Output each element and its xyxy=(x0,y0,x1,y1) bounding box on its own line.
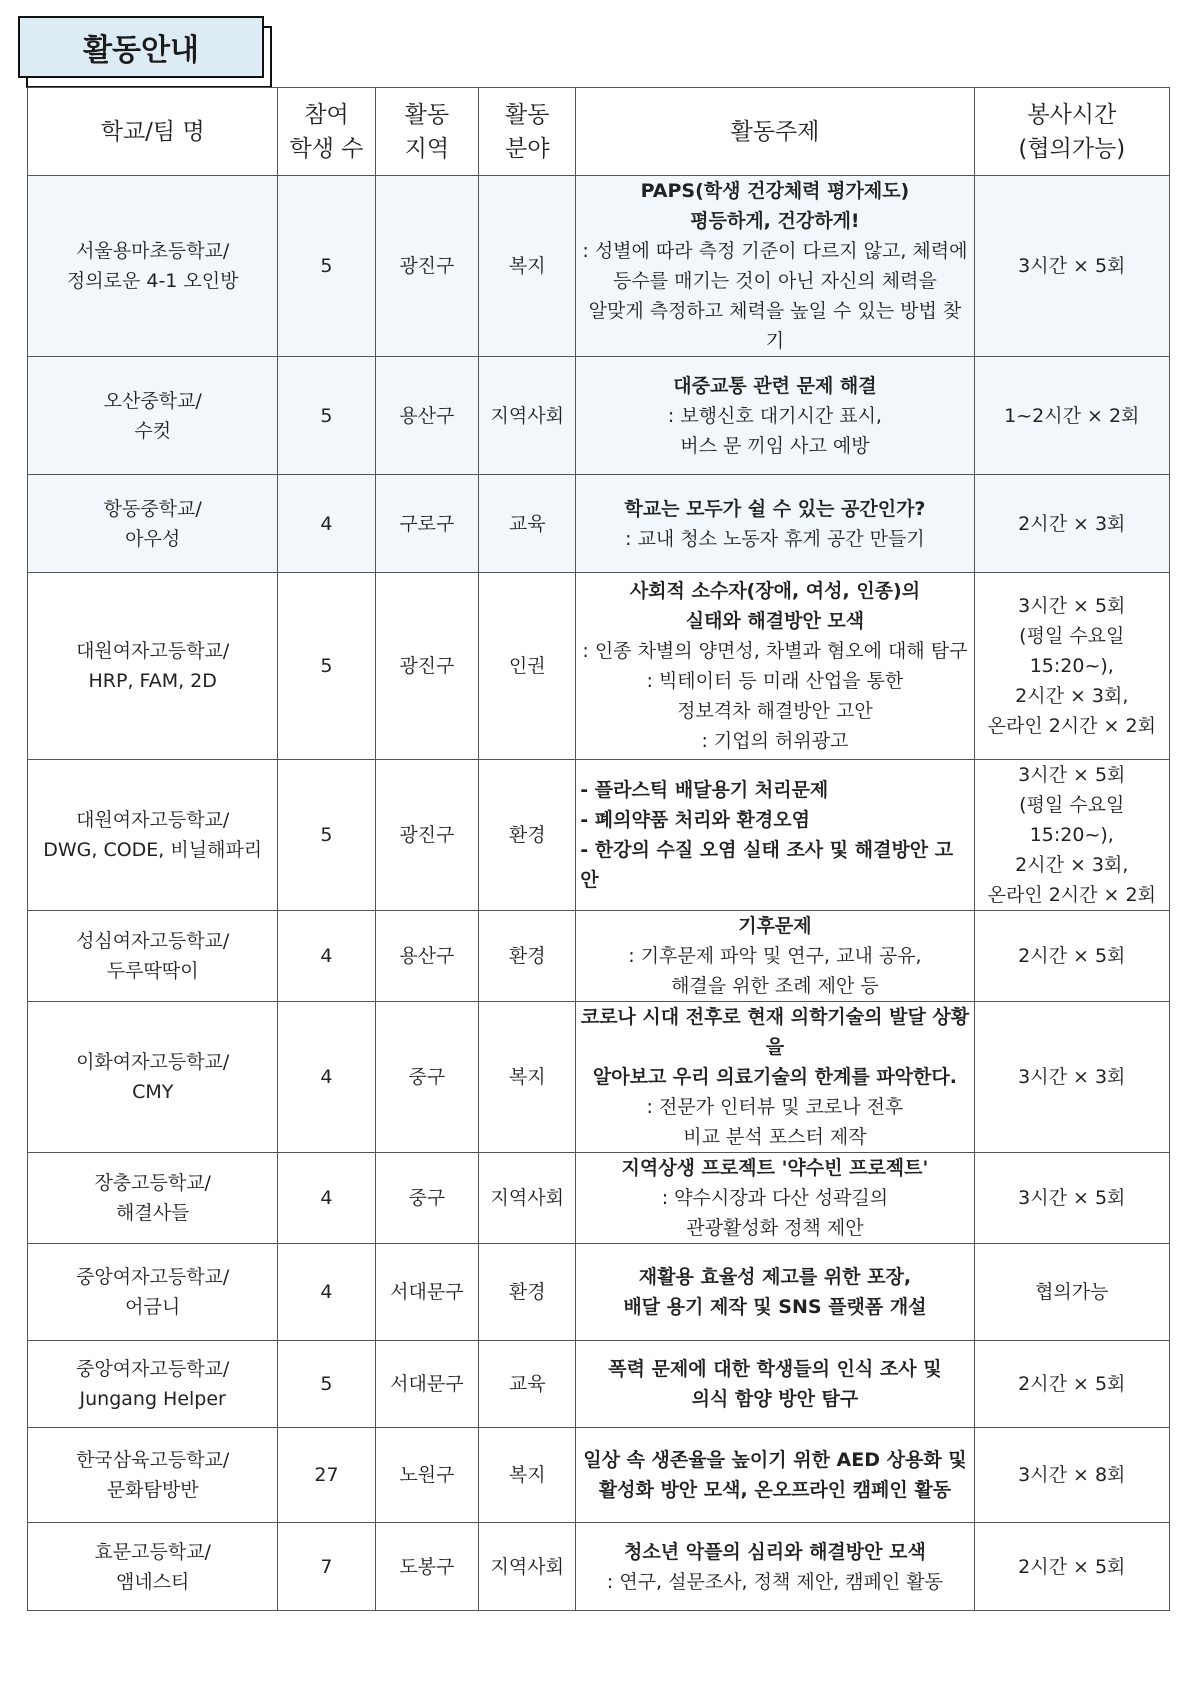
student-count: 4 xyxy=(278,1002,375,1153)
volunteer-hours: 1~2시간 × 2회 xyxy=(1004,404,1140,427)
topic-title: 사회적 소수자(장애, 여성, 인종)의 실태와 해결방안 모색 xyxy=(629,580,921,632)
team-name: 장충고등학교/ 해결사들 xyxy=(94,1172,211,1224)
volunteer-hours: 2시간 × 5회 xyxy=(1018,1555,1126,1578)
region: 서대문구 xyxy=(375,1341,479,1428)
team-name: 항동중학교/ 아우성 xyxy=(103,497,202,550)
team-name: 성심여자고등학교/ 두루딱딱이 xyxy=(76,930,230,982)
team-name: 오산중학교/ 수컷 xyxy=(103,389,202,442)
region: 중구 xyxy=(375,1153,479,1244)
topic-title: 코로나 시대 전후로 현재 의학기술의 발달 상황을 알아보고 우리 의료기술의 한계를 파악한다. xyxy=(580,1006,970,1088)
header-field: 활동 분야 xyxy=(479,88,576,176)
student-count: 7 xyxy=(278,1523,375,1611)
table-row xyxy=(28,1002,1170,1153)
team-name: 대원여자고등학교/ DWG, CODE, 비닐해파리 xyxy=(43,809,263,861)
topic-description: : 성별에 따라 측정 기준이 다르지 않고, 체력에 등수를 매기는 것이 아닌 자신의 체력을 알맞게 측정하고 체력을 높일 수 있는 방법 찾기 xyxy=(582,240,968,352)
field: 지역사회 xyxy=(479,357,576,475)
student-count: 5 xyxy=(278,760,375,911)
table-row xyxy=(28,573,1170,760)
student-count: 4 xyxy=(278,1153,375,1244)
header-region: 활동 지역 xyxy=(375,88,479,176)
region: 광진구 xyxy=(375,573,479,760)
page-title: 활동안내 xyxy=(18,16,264,78)
field: 복지 xyxy=(479,1428,576,1523)
region: 노원구 xyxy=(375,1428,479,1523)
topic-list: - 플라스틱 배달용기 처리문제 - 폐의약품 처리와 환경오염 - 한강의 수질 오염 실태 조사 및 해결방안 고안 xyxy=(580,779,954,891)
topic-description: : 인종 차별의 양면성, 차별과 혐오에 대해 탐구 : 빅테이터 등 미래 산업을 통한 정보격차 해결방안 고안 : 기업의 허위광고 xyxy=(582,640,968,752)
volunteer-hours: 협의가능 xyxy=(1035,1281,1109,1303)
field: 지역사회 xyxy=(479,1153,576,1244)
region: 광진구 xyxy=(375,760,479,911)
table-row xyxy=(28,1341,1170,1428)
student-count: 27 xyxy=(278,1428,375,1523)
team-name: 서울용마초등학교/ 정의로운 4-1 오인방 xyxy=(66,240,239,292)
volunteer-hours: 3시간 × 3회 xyxy=(1018,1066,1126,1088)
team-name: 한국삼육고등학교/ 문화탐방반 xyxy=(76,1449,230,1501)
section-title-tab xyxy=(18,16,276,94)
table-row xyxy=(28,475,1170,573)
table-row xyxy=(28,1523,1170,1611)
field: 환경 xyxy=(479,760,576,911)
student-count: 4 xyxy=(278,475,375,573)
table-header-row xyxy=(28,88,1170,176)
student-count: 5 xyxy=(278,1341,375,1428)
team-name: 효문고등학교/ 앰네스티 xyxy=(94,1540,211,1593)
table-row xyxy=(28,357,1170,475)
activity-table xyxy=(27,87,1170,1611)
table-row xyxy=(28,176,1170,357)
topic-description: : 기후문제 파악 및 연구, 교내 공유, 해결을 위한 조례 제안 등 xyxy=(628,945,922,997)
header-team: 학교/팀 명 xyxy=(28,88,278,176)
topic-title: 폭력 문제에 대한 학생들의 인식 조사 및 의식 함양 방안 탐구 xyxy=(608,1358,942,1410)
field: 인권 xyxy=(479,573,576,760)
team-name: 이화여자고등학교/ CMY xyxy=(76,1051,230,1103)
header-topic: 활동주제 xyxy=(576,88,974,176)
region: 광진구 xyxy=(375,176,479,357)
field: 복지 xyxy=(479,1002,576,1153)
region: 도봉구 xyxy=(375,1523,479,1611)
field: 지역사회 xyxy=(479,1523,576,1611)
field: 교육 xyxy=(479,475,576,573)
field: 환경 xyxy=(479,1244,576,1341)
region: 중구 xyxy=(375,1002,479,1153)
volunteer-hours: 2시간 × 5회 xyxy=(1018,945,1126,967)
topic-title: 기후문제 xyxy=(738,915,812,937)
team-name: 대원여자고등학교/ HRP, FAM, 2D xyxy=(76,640,230,692)
volunteer-hours: 2시간 × 5회 xyxy=(1018,1373,1126,1395)
student-count: 4 xyxy=(278,1244,375,1341)
table-row xyxy=(28,1244,1170,1341)
volunteer-hours: 3시간 × 5회 (평일 수요일 15:20~), 2시간 × 3회, 온라인 2시간 × 2회 xyxy=(987,595,1156,737)
topic-description: : 교내 청소 노동자 휴게 공간 만들기 xyxy=(625,527,925,550)
field: 교육 xyxy=(479,1341,576,1428)
region: 서대문구 xyxy=(375,1244,479,1341)
student-count: 5 xyxy=(278,573,375,760)
topic-title: PAPS(학생 건강체력 평가제도) 평등하게, 건강하게! xyxy=(640,180,910,232)
table-row xyxy=(28,911,1170,1002)
student-count: 4 xyxy=(278,911,375,1002)
table-row xyxy=(28,760,1170,911)
table-row xyxy=(28,1428,1170,1523)
volunteer-hours: 3시간 × 5회 xyxy=(1018,1187,1126,1209)
header-students: 참여 학생 수 xyxy=(278,88,375,176)
volunteer-hours: 3시간 × 5회 (평일 수요일 15:20~), 2시간 × 3회, 온라인 2시간 × 2회 xyxy=(987,764,1156,906)
topic-title: 청소년 악플의 심리와 해결방안 모색 xyxy=(624,1540,926,1563)
topic-title: 학교는 모두가 쉴 수 있는 공간인가? xyxy=(624,497,926,520)
volunteer-hours: 3시간 × 8회 xyxy=(1018,1464,1126,1486)
student-count: 5 xyxy=(278,176,375,357)
field: 복지 xyxy=(479,176,576,357)
student-count: 5 xyxy=(278,357,375,475)
topic-title: 재활용 효율성 제고를 위한 포장, 배달 용기 제작 및 SNS 플랫폼 개설 xyxy=(623,1266,927,1318)
topic-description: : 전문가 인터뷰 및 코로나 전후 비교 분석 포스터 제작 xyxy=(646,1096,904,1148)
region: 용산구 xyxy=(375,357,479,475)
field: 환경 xyxy=(479,911,576,1002)
topic-title: 지역상생 프로젝트 '약수빈 프로젝트' xyxy=(621,1157,929,1179)
header-hours: 봉사시간 (협의가능) xyxy=(974,88,1169,176)
region: 용산구 xyxy=(375,911,479,1002)
topic-title: 일상 속 생존율을 높이기 위한 AED 상용화 및 활성화 방안 모색, 온오프라인 캠페인 활동 xyxy=(583,1449,967,1501)
topic-description: : 약수시장과 다산 성곽길의 관광활성화 정책 제안 xyxy=(661,1187,889,1239)
volunteer-hours: 2시간 × 3회 xyxy=(1018,512,1126,535)
volunteer-hours: 3시간 × 5회 xyxy=(1018,255,1126,277)
region: 구로구 xyxy=(375,475,479,573)
topic-title: 대중교통 관련 문제 해결 xyxy=(673,374,877,397)
team-name: 중앙여자고등학교/ Jungang Helper xyxy=(76,1358,230,1410)
table-row xyxy=(28,1153,1170,1244)
team-name: 중앙여자고등학교/ 어금니 xyxy=(76,1266,230,1318)
topic-description: : 연구, 설문조사, 정책 제안, 캠페인 활동 xyxy=(606,1570,943,1593)
topic-description: : 보행신호 대기시간 표시, 버스 문 끼임 사고 예방 xyxy=(667,404,882,457)
